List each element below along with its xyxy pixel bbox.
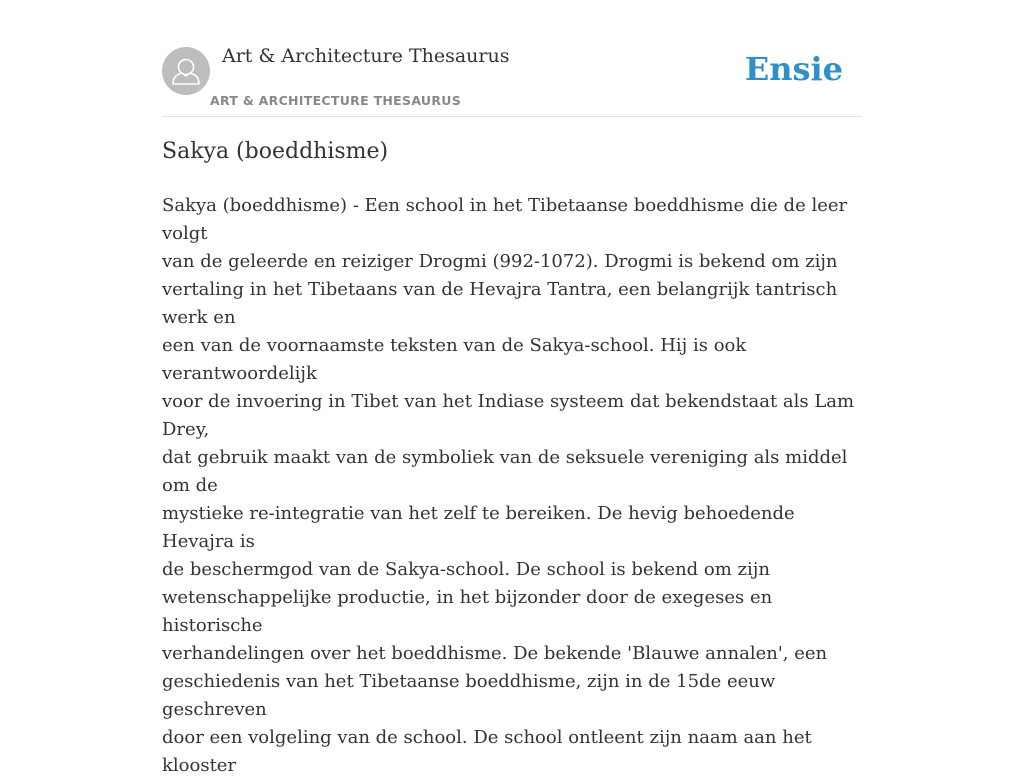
page-container xyxy=(162,0,862,776)
user-silhouette-icon xyxy=(162,47,210,95)
source-avatar[interactable] xyxy=(162,47,210,95)
page-title: Sakya (boeddhisme) xyxy=(162,139,389,164)
article-line: wetenschappelijke productie, in het bijzonder door de exegeses en historische xyxy=(162,587,773,636)
article-line: door een volgeling van de school. De school ontleent zijn naam aan het klooster xyxy=(162,727,812,776)
article-line: van de geleerde en reiziger Drogmi (992-1072). Drogmi is bekend om zijn xyxy=(162,251,838,272)
source-title-link[interactable]: Art & Architecture Thesaurus xyxy=(222,45,510,67)
source-subtitle: ART & ARCHITECTURE THESAURUS xyxy=(210,93,462,108)
source-header xyxy=(162,0,862,117)
article-body xyxy=(162,192,864,780)
article-line: Sakya (boeddhisme) - Een school in het Tibetaanse boeddhisme die de leer volgt xyxy=(162,195,848,244)
article-line: geschiedenis van het Tibetaanse boeddhisme, zijn in de 15de eeuw geschreven xyxy=(162,671,776,720)
article-line: verhandelingen over het boeddhisme. De bekende 'Blauwe annalen', een xyxy=(162,643,828,664)
article-line: de beschermgod van de Sakya-school. De school is bekend om zijn xyxy=(162,559,770,580)
article-line: mystieke re-integratie van het zelf te bereiken. De hevig behoedende Hevajra is xyxy=(162,503,795,552)
article-line: dat gebruik maakt van de symboliek van de seksuele vereniging als middel om de xyxy=(162,447,848,496)
ensie-logo[interactable]: Ensie xyxy=(744,50,843,88)
article-line: vertaling in het Tibetaans van de Hevajra Tantra, een belangrijk tantrisch werk en xyxy=(162,279,838,328)
article-line: een van de voornaamste teksten van de Sakya-school. Hij is ook verantwoordelijk xyxy=(162,335,747,384)
article-line: voor de invoering in Tibet van het Indiase systeem dat bekendstaat als Lam Drey, xyxy=(162,391,855,440)
